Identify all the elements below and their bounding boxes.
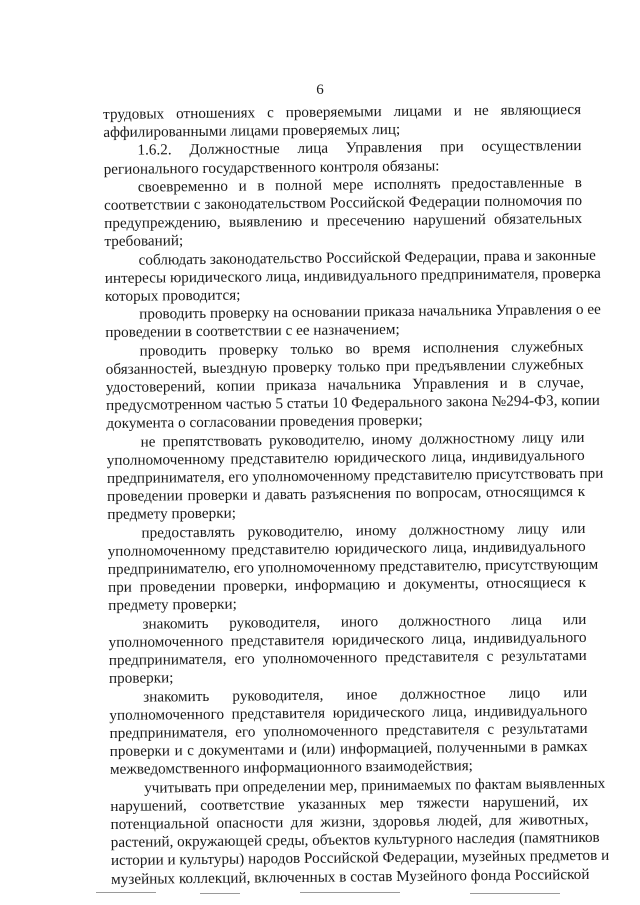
text-line: уполномоченному представителю юридического лица, индивидуального	[107, 537, 586, 560]
text-line: знакомить руководителя, иное должностное лицо или	[143, 683, 588, 706]
paragraph	[104, 174, 583, 252]
paragraph	[110, 774, 610, 888]
text-line: 1.6.2. Должностные лица Управления при осуществлении	[137, 137, 582, 160]
text-line: проведении проверки и давать разъяснения по вопросам, относящимся к	[107, 483, 586, 506]
text-line: не препятствовать руководителю, иному должностному лицу или	[140, 428, 585, 451]
text-line: предмету проверки;	[108, 596, 237, 615]
text-line: требований;	[104, 232, 184, 251]
text-line: потенциальной опасности для жизни, здоровья людей, для животных,	[110, 810, 589, 833]
text-line: обязанностей, выездную проверку только при предъявлении служебных	[105, 355, 584, 378]
document-body	[103, 100, 610, 889]
text-line: проведении в соответствии с ее назначением;	[105, 321, 400, 342]
paragraph	[109, 683, 588, 779]
text-line: регионального государственного контроля обязаны:	[103, 157, 440, 178]
text-line: уполномоченного представителя юридического лица, индивидуального	[109, 701, 588, 724]
paragraph	[105, 337, 600, 434]
text-line: предупреждению, выявлению и пресечению нарушений обязательных	[104, 210, 583, 233]
text-line: предпринимателя, его уполномоченного представителя с результатами	[109, 719, 588, 742]
text-line: проверки;	[108, 669, 174, 688]
text-line: истории и культуры) народов Российской Федерации, музейных предметов и	[110, 847, 610, 870]
paragraph	[103, 137, 581, 178]
text-line: предоставлять руководителю, иному должностному лицу или	[141, 519, 586, 542]
text-line: при проведении проверки, информацию и документы, относящиеся к	[107, 574, 587, 597]
text-line: аффилированными лицами проверяемых лиц;	[103, 121, 401, 142]
text-line: нарушений, соответствие указанных мер тяжести нарушений, их	[110, 792, 589, 815]
paragraph	[103, 101, 581, 142]
text-line: которых проводится;	[104, 286, 241, 306]
text-line: удостоверений, копии приказа начальника Управления и в случае,	[105, 374, 585, 397]
text-line: предпринимателя, его уполномоченного представителя с результатами	[108, 647, 587, 670]
text-line: знакомить руководителя, иного должностного лица или	[142, 610, 587, 633]
text-line: уполномоченному представителю юридического лица, индивидуального	[106, 446, 585, 469]
text-line: проверки и с документами и (или) информацией, полученными в рамках	[109, 738, 588, 761]
text-line: соответствии с законодательством Российской Федерации полномочия по	[103, 192, 583, 215]
paragraph	[105, 301, 601, 342]
scan-artifact	[470, 893, 560, 894]
paragraph	[107, 519, 599, 616]
paragraph	[108, 611, 587, 689]
text-line: проводить проверку только во время исполнения служебных	[139, 337, 584, 360]
text-line: предмету проверки;	[107, 505, 237, 524]
text-line: соблюдать законодательство Российской Федерации, права и законные	[138, 246, 596, 269]
text-line: растений, окружающей среды, объектов культурного наследия (памятников	[110, 828, 600, 852]
text-line: предпринимателя, его уполномоченному представителю присутствовать при	[106, 464, 604, 488]
paragraph	[106, 428, 604, 525]
scan-artifact	[300, 892, 400, 893]
text-line: межведомственного информационного взаимодействия;	[109, 757, 473, 779]
text-line: своевременно и в полной мере исполнять предоставленные в	[137, 173, 582, 196]
text-line: учитывать при определении мер, принимаемых по фактам выявленных	[144, 774, 606, 797]
text-line: музейных коллекций, включенных в состав Музейного фонда Российской	[111, 865, 590, 888]
text-line: уполномоченного представителя юридического лица, индивидуального	[108, 628, 587, 651]
text-line: интересы юридического лица, индивидуального предпринимателя, проверка	[104, 264, 601, 287]
text-line: проводить проверку на основании приказа начальника Управления о ее	[139, 301, 601, 323]
text-line: предпринимателю, его уполномоченному представителю, присутствующим	[107, 555, 599, 579]
scan-artifact	[200, 893, 240, 894]
text-line: трудовых отношениях с проверяемыми лицами и не являющиеся	[103, 100, 582, 123]
text-line: документа о согласовании проведения проверки;	[106, 412, 423, 433]
paragraph	[104, 246, 601, 307]
text-line: предусмотренном частью 5 статьи 10 Федерального закона №294-ФЗ, копии	[106, 392, 600, 415]
page-number: 6	[316, 82, 324, 98]
scan-artifact	[96, 892, 156, 893]
